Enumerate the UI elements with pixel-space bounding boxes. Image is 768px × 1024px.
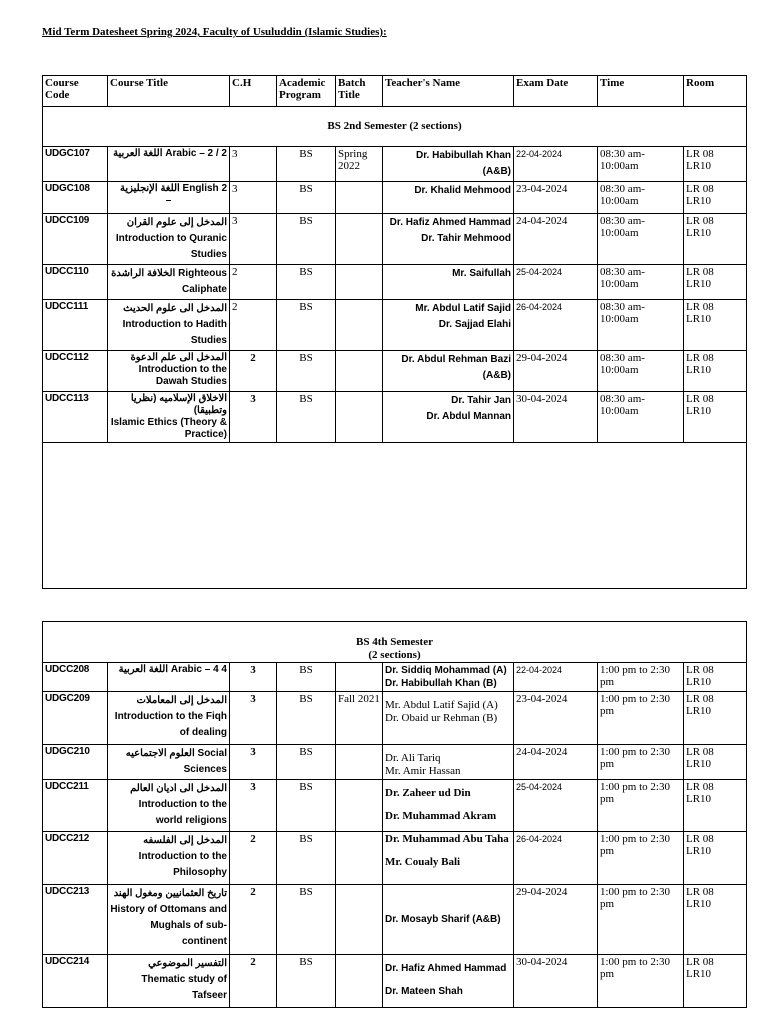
exam-date: 23-04-2024 — [514, 692, 598, 745]
header-course-code: Course Code — [43, 76, 108, 107]
course-title-en: Social — [197, 748, 227, 759]
credit-hours: 3 — [230, 214, 277, 265]
header-time: Time — [598, 76, 684, 107]
course-code: UDGC209 — [43, 692, 108, 745]
room — [684, 214, 747, 265]
empty-cell — [43, 443, 747, 589]
exam-time: 1:00 pm to 2:30 pm — [598, 663, 684, 692]
exam-date: 29-04-2024 — [514, 351, 598, 392]
exam-time: 08:30 am-10:00am — [598, 214, 684, 265]
room — [684, 663, 747, 692]
teacher — [383, 832, 514, 885]
course-title-ar: اللغة الإنجليزية — [119, 183, 180, 194]
teacher-name: Dr. Siddiq Mohammad (A) — [385, 665, 507, 676]
semester-subheading: (2 sections) — [368, 649, 421, 661]
exam-time: 1:00 pm to 2:30 pm — [598, 832, 684, 885]
table-row — [43, 265, 747, 300]
room-name: LR 08 — [686, 393, 714, 405]
teacher — [383, 147, 514, 182]
room-name: LR10 — [686, 405, 712, 417]
table-row — [43, 351, 747, 392]
teacher — [383, 182, 514, 214]
room — [684, 955, 747, 1008]
course-title — [108, 300, 230, 351]
course-title-en: History of Ottomans and Mughals of sub-continent — [110, 904, 227, 947]
table-row — [43, 955, 747, 1008]
teacher-name: Dr. Muhammad Abu Taha — [385, 833, 509, 845]
room-name: LR 08 — [686, 664, 714, 676]
room-name: LR 08 — [686, 693, 714, 705]
program: BS — [277, 955, 336, 1008]
room — [684, 351, 747, 392]
exam-time: 08:30 am-10:00am — [598, 351, 684, 392]
course-title-en: Righteous — [178, 268, 227, 279]
exam-date: 30-04-2024 — [514, 392, 598, 443]
teacher — [383, 663, 514, 692]
program: BS — [277, 182, 336, 214]
teacher-name: Mr. Abdul Latif Sajid — [415, 303, 511, 314]
course-title-ar: تاريخ العثمانيين ومغول الهند — [113, 888, 227, 899]
teacher-name: (A&B) — [482, 166, 511, 177]
course-code: UDCC113 — [43, 392, 108, 443]
table-row — [43, 832, 747, 885]
teacher — [383, 780, 514, 832]
credit-hours: 2 — [230, 955, 277, 1008]
course-title — [108, 885, 230, 955]
room-name: LR 08 — [686, 266, 714, 278]
header-teacher-name: Teacher's Name — [383, 76, 514, 107]
room-name: LR10 — [686, 968, 712, 980]
exam-date: 22-04-2024 — [514, 663, 598, 692]
course-title-extra: Sciences — [183, 764, 227, 775]
exam-time: 1:00 pm to 2:30 pm — [598, 780, 684, 832]
teacher-name: Dr. Muhammad Akram — [385, 810, 497, 822]
batch — [336, 182, 383, 214]
batch — [336, 745, 383, 780]
course-title-en: Arabic – 2 / 2 — [165, 148, 227, 159]
room-name: LR10 — [686, 676, 712, 688]
course-title — [108, 351, 230, 392]
teacher-name: Dr. Hafiz Ahmed Hammad — [389, 217, 511, 228]
table-row — [43, 147, 747, 182]
course-code: UDCC109 — [43, 214, 108, 265]
table-row — [43, 182, 747, 214]
batch — [336, 832, 383, 885]
exam-date: 24-04-2024 — [514, 214, 598, 265]
course-title-en: Introduction to the world religions — [138, 799, 227, 826]
room-name: LR10 — [686, 705, 712, 717]
table-row — [43, 663, 747, 692]
teacher-name: Dr. Khalid Mehmood — [414, 185, 511, 196]
batch — [336, 392, 383, 443]
batch — [336, 214, 383, 265]
table-row — [43, 214, 747, 265]
header-credit-hours: C.H — [230, 76, 277, 107]
teacher-name: Dr. Zaheer ud Din — [385, 787, 471, 799]
room-name: LR 08 — [686, 956, 714, 968]
room-name: LR 08 — [686, 886, 714, 898]
course-title-ar: المدخل إلى الفلسفه — [143, 835, 227, 846]
teacher — [383, 392, 514, 443]
course-title-ar: التفسير الموضوعي — [148, 958, 227, 969]
teacher-name: Dr. Hafiz Ahmed Hammad — [385, 963, 507, 974]
program: BS — [277, 392, 336, 443]
table-row — [43, 885, 747, 955]
exam-time: 08:30 am-10:00am — [598, 182, 684, 214]
table-row — [43, 780, 747, 832]
course-code: UDCC112 — [43, 351, 108, 392]
course-code: UDGC210 — [43, 745, 108, 780]
course-code: UDCC212 — [43, 832, 108, 885]
credit-hours: 3 — [230, 392, 277, 443]
header-course-title: Course Title — [108, 76, 230, 107]
semester-heading — [43, 622, 747, 663]
room-name: LR 08 — [686, 148, 714, 160]
exam-date: 26-04-2024 — [514, 300, 598, 351]
room-name: LR10 — [686, 364, 712, 376]
room — [684, 300, 747, 351]
batch — [336, 780, 383, 832]
exam-date: 26-04-2024 — [514, 832, 598, 885]
course-title-extra: Caliphate — [181, 284, 227, 295]
header-exam-date: Exam Date — [514, 76, 598, 107]
course-code: UDCC211 — [43, 780, 108, 832]
program: BS — [277, 214, 336, 265]
teacher — [383, 300, 514, 351]
room-name: LR10 — [686, 195, 712, 207]
room-name: LR10 — [686, 793, 712, 805]
room — [684, 392, 747, 443]
teacher-name: Mr. Coualy Bali — [385, 856, 461, 868]
exam-date: 24-04-2024 — [514, 745, 598, 780]
course-title-ar: المدخل الى اديان العالم — [130, 783, 227, 794]
course-code: UDCC111 — [43, 300, 108, 351]
credit-hours: 2 — [230, 832, 277, 885]
room — [684, 147, 747, 182]
program: BS — [277, 663, 336, 692]
semester-heading-text: BS 4th Semester — [356, 636, 433, 648]
course-title-en: English 2 — [182, 183, 227, 194]
room-name: LR 08 — [686, 183, 714, 195]
program: BS — [277, 832, 336, 885]
program: BS — [277, 780, 336, 832]
teacher-name: Dr. Abdul Mannan — [426, 411, 511, 422]
program: BS — [277, 300, 336, 351]
course-title-ar: الاخلاق الإسلاميه (نظريا وتطبيقا) — [130, 393, 227, 416]
credit-hours: 3 — [230, 780, 277, 832]
credit-hours: 3 — [230, 745, 277, 780]
course-title — [108, 392, 230, 443]
program: BS — [277, 692, 336, 745]
room-name: LR10 — [686, 898, 712, 910]
credit-hours: 2 — [230, 351, 277, 392]
course-title-en: Islamic Ethics (Theory & Practice) — [110, 417, 227, 440]
exam-time: 1:00 pm to 2:30 pm — [598, 692, 684, 745]
course-title-en: Introduction to Hadith Studies — [122, 319, 227, 346]
course-title-en: Arabic – 4 4 — [170, 664, 227, 675]
course-code: UDCC208 — [43, 663, 108, 692]
exam-time: 1:00 pm to 2:30 pm — [598, 885, 684, 955]
course-code: UDCC110 — [43, 265, 108, 300]
teacher-name: Dr. Mosayb Sharif (A&B) — [385, 914, 501, 925]
teacher-name: Dr. Sajjad Elahi — [438, 319, 511, 330]
program: BS — [277, 265, 336, 300]
room-name: LR 08 — [686, 746, 714, 758]
table-row — [43, 392, 747, 443]
room-name: LR 08 — [686, 833, 714, 845]
exam-time: 1:00 pm to 2:30 pm — [598, 955, 684, 1008]
course-title — [108, 780, 230, 832]
batch — [336, 265, 383, 300]
batch — [336, 351, 383, 392]
room-name: LR 08 — [686, 352, 714, 364]
program: BS — [277, 885, 336, 955]
credit-hours: 2 — [230, 885, 277, 955]
teacher-name: Dr. Tahir Jan — [451, 395, 511, 406]
room — [684, 780, 747, 832]
room-name: LR10 — [686, 313, 712, 325]
credit-hours: 3 — [230, 663, 277, 692]
course-title-ar: الخلافة الراشدة — [111, 268, 176, 279]
batch: Spring 2022 — [336, 147, 383, 182]
room — [684, 885, 747, 955]
course-code: UDCC213 — [43, 885, 108, 955]
program: BS — [277, 351, 336, 392]
batch — [336, 300, 383, 351]
course-title — [108, 214, 230, 265]
course-title-ar: المدخل إلى علوم القران — [126, 217, 227, 228]
exam-date: 22-04-2024 — [514, 147, 598, 182]
batch — [336, 663, 383, 692]
room — [684, 832, 747, 885]
credit-hours: 3 — [230, 692, 277, 745]
credit-hours: 3 — [230, 182, 277, 214]
teacher-name: Dr. Abdul Rehman Bazi — [401, 354, 511, 365]
teacher — [383, 214, 514, 265]
teacher-name: Dr. Mateen Shah — [385, 986, 463, 997]
exam-date: 29-04-2024 — [514, 885, 598, 955]
room-name: LR 08 — [686, 301, 714, 313]
teacher-name: Dr. Obaid ur Rehman (B) — [385, 712, 498, 724]
course-title-ar: المدخل إلى المعاملات — [136, 695, 227, 706]
room-name: LR10 — [686, 160, 712, 172]
room — [684, 745, 747, 780]
teacher — [383, 692, 514, 745]
course-title-ar: المدخل الى علم الدعوة — [130, 352, 227, 363]
room-name: LR10 — [686, 758, 712, 770]
course-title — [108, 692, 230, 745]
course-code: UDGC107 — [43, 147, 108, 182]
teacher-name: Mr. Abdul Latif Sajid (A) — [385, 699, 498, 711]
course-title-en: Introduction to the Fiqh of dealing — [114, 711, 227, 738]
teacher-name: Mr. Amir Hassan — [385, 765, 461, 777]
header-academic-program: Academic Program — [277, 76, 336, 107]
room-name: LR 08 — [686, 215, 714, 227]
course-title-ar: المدخل الى علوم الحديث — [123, 303, 227, 314]
exam-time: 08:30 am-10:00am — [598, 300, 684, 351]
exam-time: 08:30 am-10:00am — [598, 392, 684, 443]
room-name: LR10 — [686, 845, 712, 857]
course-title-en: Introduction to Quranic Studies — [115, 233, 227, 260]
exam-date: 25-04-2024 — [514, 265, 598, 300]
course-title — [108, 832, 230, 885]
course-title-en: Thematic study of Tafseer — [141, 974, 227, 1001]
credit-hours: 3 — [230, 147, 277, 182]
course-title-extra: – — [165, 195, 172, 206]
teacher-name: Dr. Tahir Mehmood — [421, 233, 511, 244]
room-name: LR 08 — [686, 781, 714, 793]
teacher — [383, 265, 514, 300]
batch — [336, 955, 383, 1008]
teacher-name: Dr. Ali Tariq — [385, 752, 441, 764]
room-name: LR10 — [686, 227, 712, 239]
course-code: UDCC214 — [43, 955, 108, 1008]
course-title — [108, 663, 230, 692]
teacher-name: Mr. Saifullah — [452, 268, 511, 279]
exam-date: 25-04-2024 — [514, 780, 598, 832]
exam-date: 30-04-2024 — [514, 955, 598, 1008]
batch — [336, 885, 383, 955]
course-title-ar: اللغة العربية — [113, 148, 163, 159]
batch: Fall 2021 — [336, 692, 383, 745]
exam-time: 08:30 am-10:00am — [598, 147, 684, 182]
table-row — [43, 300, 747, 351]
semester-4-table — [42, 621, 747, 1008]
course-title — [108, 745, 230, 780]
exam-time: 08:30 am-10:00am — [598, 265, 684, 300]
teacher — [383, 885, 514, 955]
credit-hours: 2 — [230, 265, 277, 300]
course-title-en: Introduction to the Dawah Studies — [138, 364, 227, 387]
table-row — [43, 692, 747, 745]
table-row — [43, 745, 747, 780]
teacher — [383, 745, 514, 780]
room — [684, 692, 747, 745]
course-title — [108, 147, 230, 182]
exam-date: 23-04-2024 — [514, 182, 598, 214]
course-title-en: Introduction to the Philosophy — [138, 851, 227, 878]
exam-time: 1:00 pm to 2:30 pm — [598, 745, 684, 780]
room — [684, 265, 747, 300]
course-code: UDGC108 — [43, 182, 108, 214]
teacher-name: (A&B) — [482, 370, 511, 381]
course-title-ar: اللغة العربية — [118, 664, 169, 675]
empty-row — [43, 443, 747, 589]
program: BS — [277, 745, 336, 780]
room-name: LR10 — [686, 278, 712, 290]
teacher-name: Dr. Habibullah Khan (B) — [385, 678, 497, 689]
header-batch-title: Batch Title — [336, 76, 383, 107]
room — [684, 182, 747, 214]
program: BS — [277, 147, 336, 182]
course-title — [108, 955, 230, 1008]
teacher — [383, 351, 514, 392]
semester-2-table — [42, 75, 747, 589]
teacher — [383, 955, 514, 1008]
datesheet-title: Mid Term Datesheet Spring 2024, Faculty of Usuluddin (Islamic Studies): — [42, 26, 387, 38]
credit-hours: 2 — [230, 300, 277, 351]
header-room: Room — [684, 76, 747, 107]
teacher-name: Dr. Habibullah Khan — [415, 150, 511, 161]
course-title-ar: العلوم الاجتماعيه — [125, 748, 195, 759]
course-title — [108, 182, 230, 214]
header-row — [43, 76, 747, 107]
semester-heading: BS 2nd Semester (2 sections) — [43, 107, 747, 147]
course-title — [108, 265, 230, 300]
